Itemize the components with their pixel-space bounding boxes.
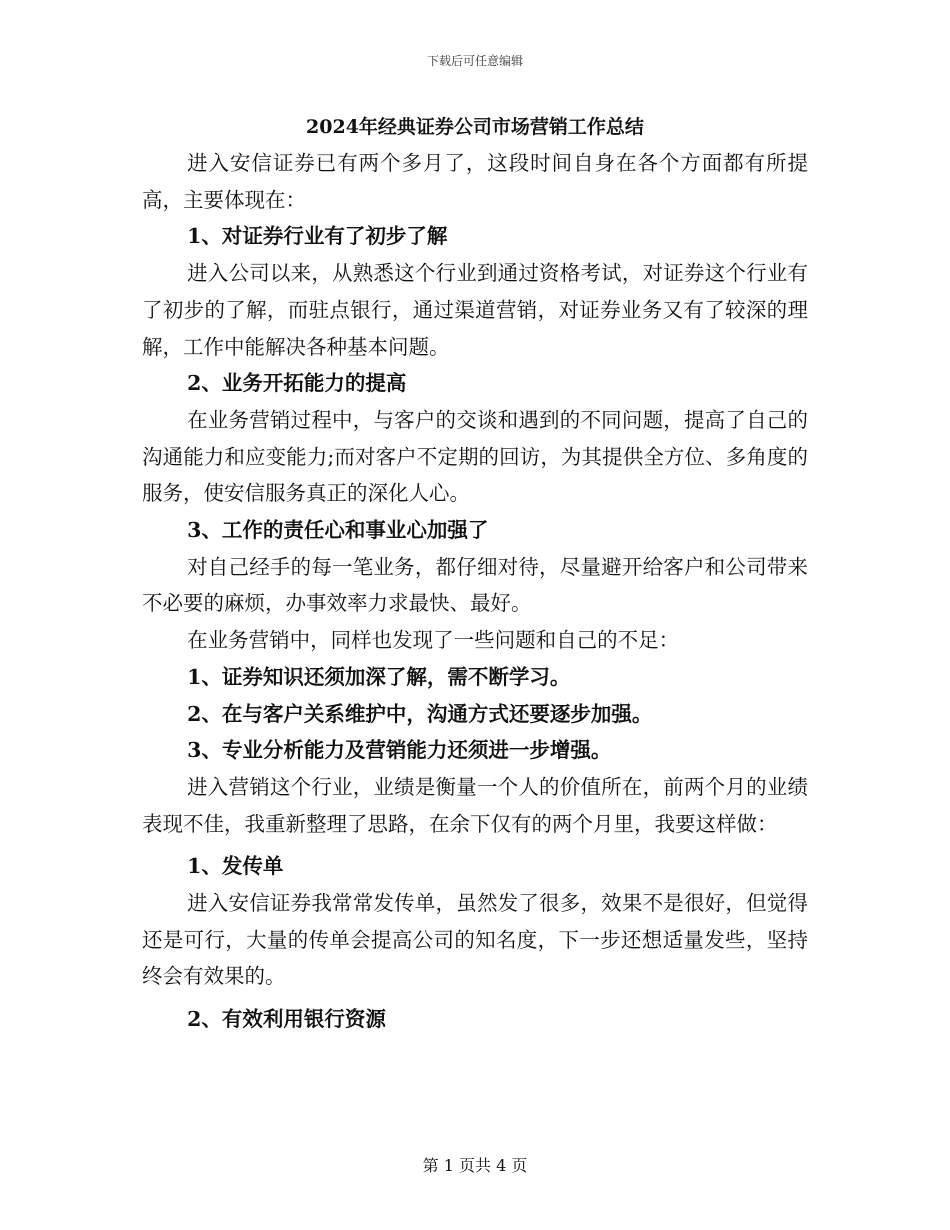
paragraph: 对自己经手的每一笔业务，都仔细对待，尽量避开给客户和公司带来不必要的麻烦，办事效率力求最快、最好。 — [142, 554, 808, 616]
paragraph: 进入安信证券我常常发传单，虽然发了很多，效果不是很好，但觉得还是可行，大量的传单会提高公司的知名度，下一步还想适量发些，坚持终会有效果的。 — [142, 891, 808, 989]
list-item: 3、专业分析能力及营销能力还须进一步增强。 — [187, 738, 612, 763]
paragraph: 进入营销这个行业，业绩是衡量一个人的价值所在，前两个月的业绩表现不佳，我重新整理了思路，在余下仅有的两个月里，我要这样做： — [142, 774, 808, 836]
page-footer: 第 1 页共 4 页 — [422, 1156, 528, 1175]
paragraph: 进入安信证券已有两个多月了，这段时间自身在各个方面都有所提高，主要体现在： — [142, 151, 808, 212]
section-heading: 1、发传单 — [187, 854, 284, 879]
list-item: 2、在与客户关系维护中，沟通方式还要逐步加强。 — [187, 701, 653, 726]
section-heading: 3、工作的责任心和事业心加强了 — [187, 518, 489, 543]
paragraph: 进入公司以来，从熟悉这个行业到通过资格考试，对证券这个行业有了初步的了解，而驻点银行，通过渠道营销，对证券业务又有了较深的理解，工作中能解决各种基本问题。 — [142, 261, 808, 359]
section-heading: 2、业务开拓能力的提高 — [187, 371, 407, 396]
document-title: 2024年经典证券公司市场营销工作总结 — [306, 116, 644, 138]
document-body — [142, 145, 808, 1038]
list-item: 1、证券知识还须加深了解，需不断学习。 — [187, 664, 571, 689]
page-header: 下载后可任意编辑 — [426, 54, 523, 68]
section-heading: 2、有效利用银行资源 — [187, 1007, 386, 1032]
paragraph: 在业务营销中，同样也发现了一些问题和自己的不足： — [187, 628, 680, 653]
paragraph: 在业务营销过程中，与客户的交谈和遇到的不同问题，提高了自己的沟通能力和应变能力;而对客户不定期的回访，为其提供全方位、多角度的服务，使安信服务真正的深化人心。 — [142, 407, 808, 506]
section-heading: 1、对证券行业有了初步了解 — [187, 224, 448, 249]
